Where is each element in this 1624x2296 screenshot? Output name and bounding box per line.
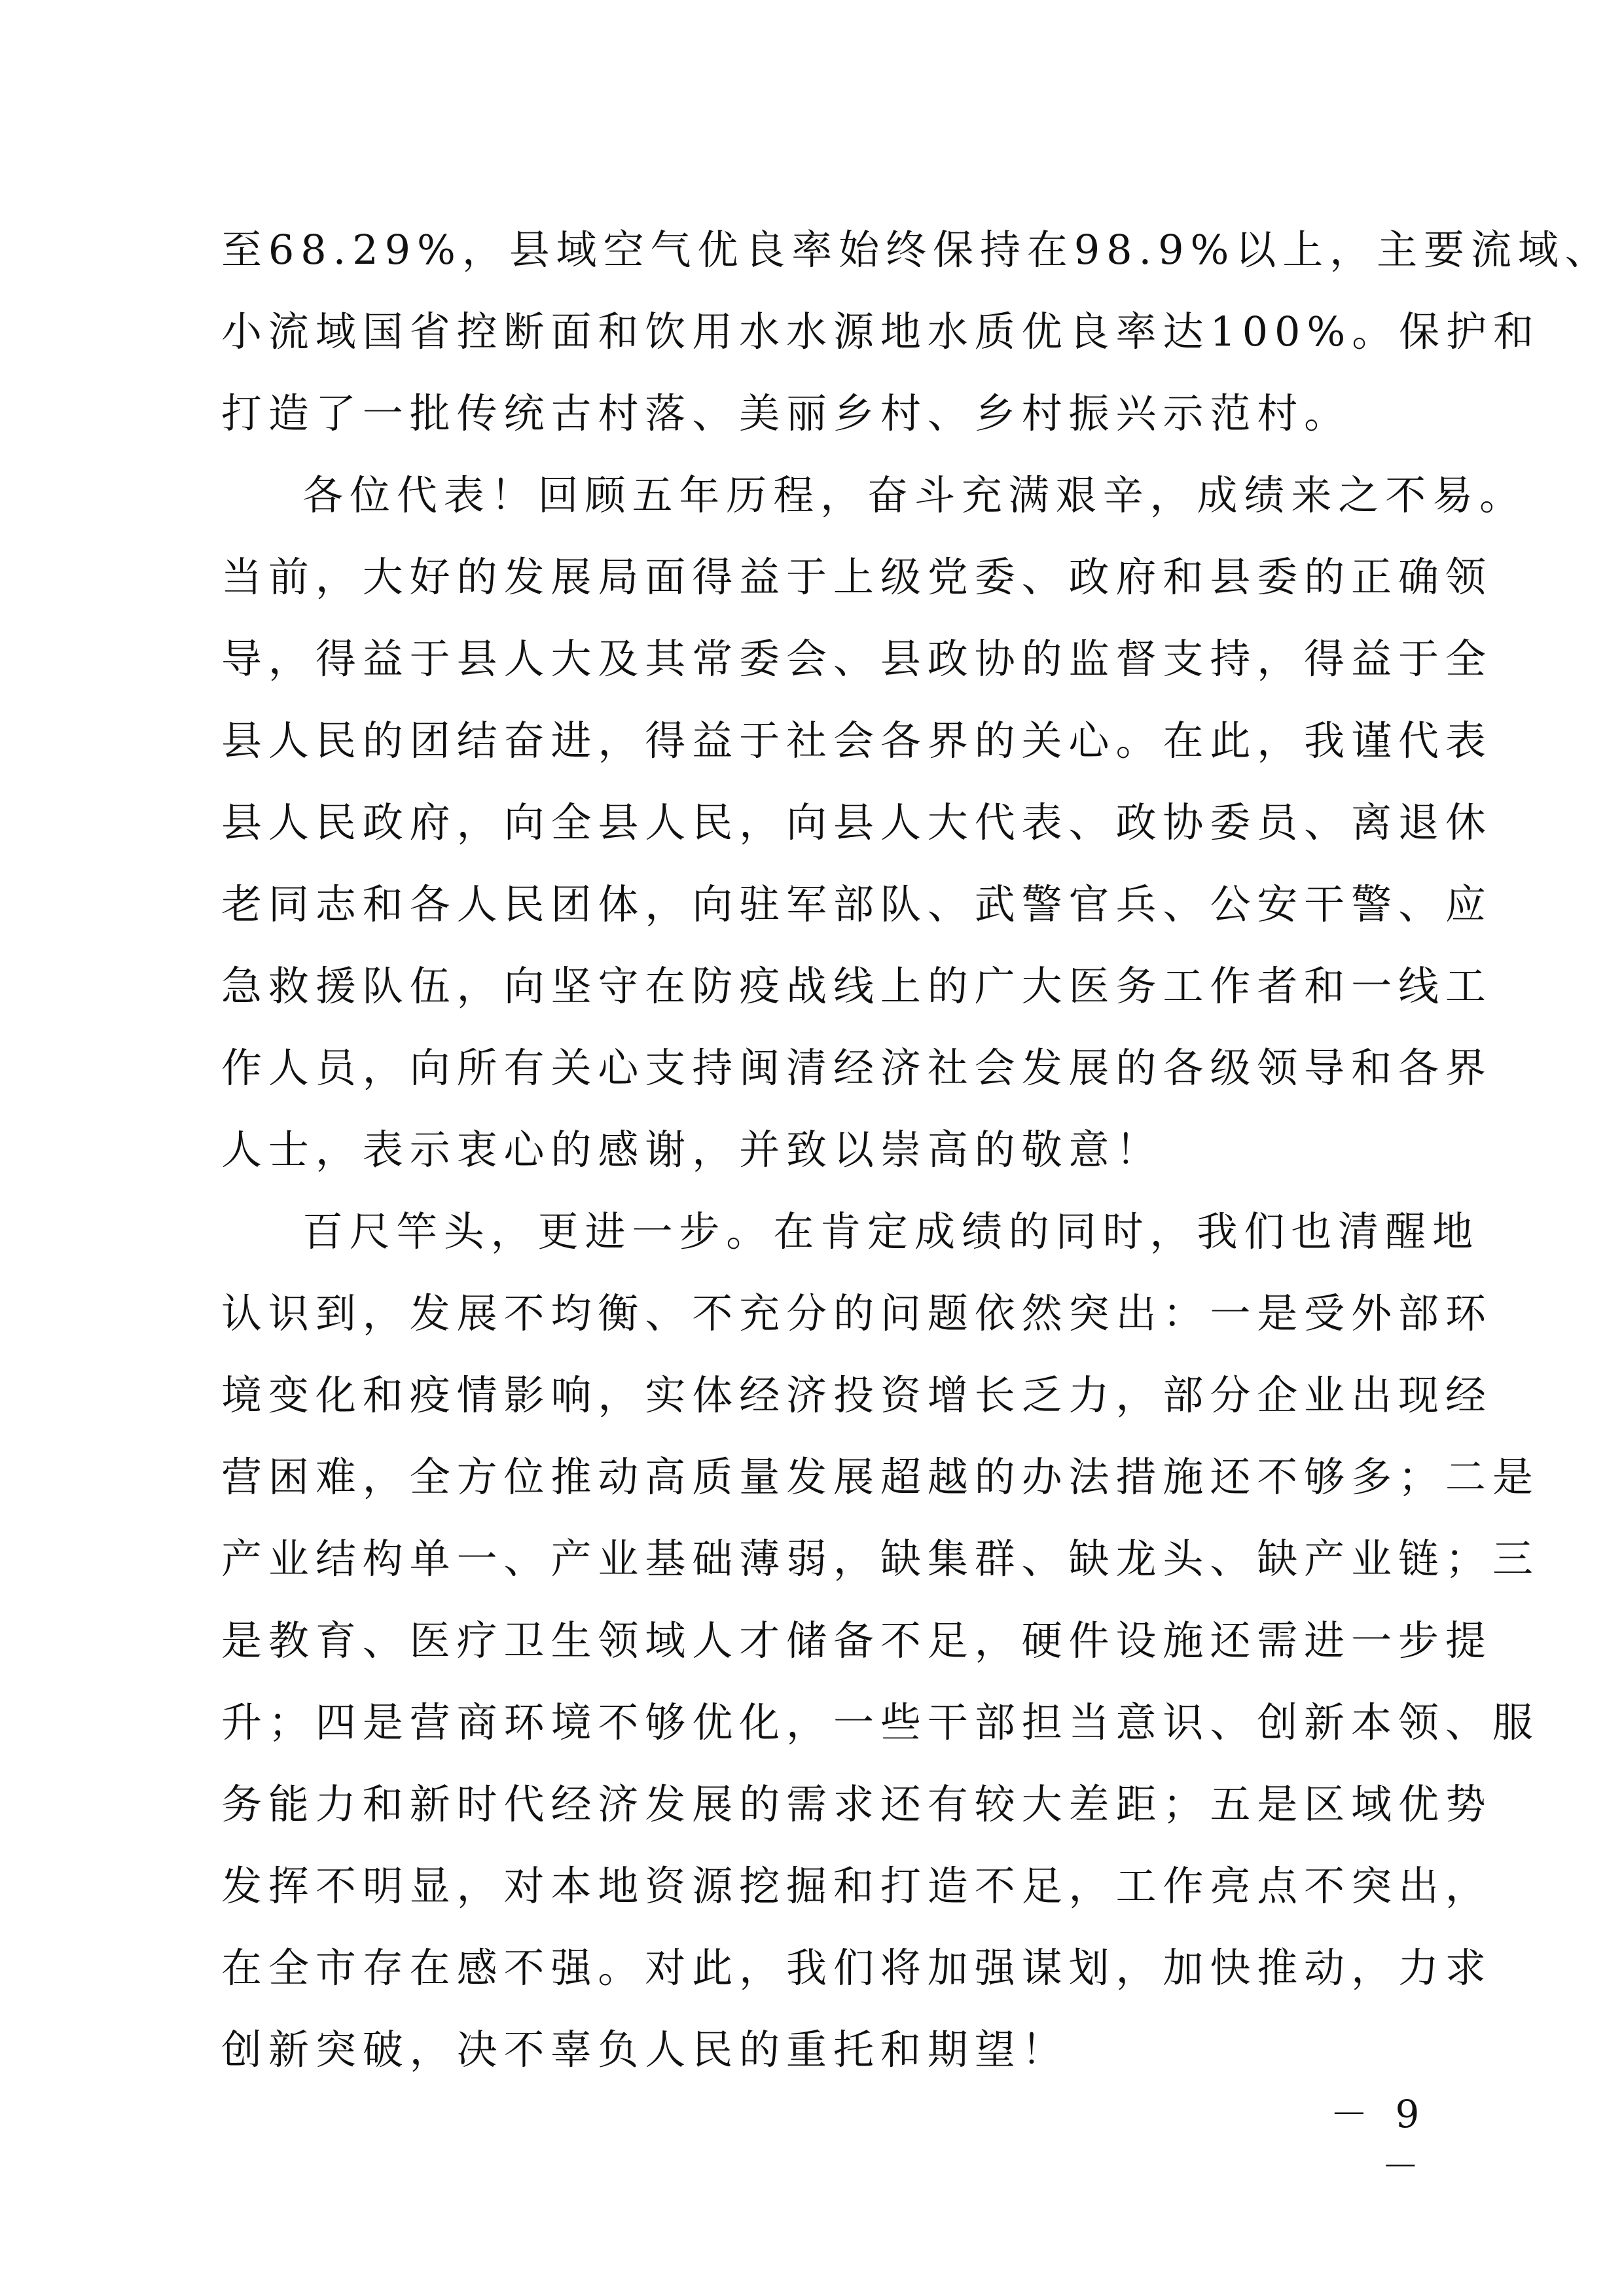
- text-line: 认识到，发展不均衡、不充分的问题依然突出：一是受外部环: [221, 1289, 1492, 1337]
- text-line: 县人民政府，向全县人民，向县人大代表、政协委员、离退休: [221, 798, 1492, 846]
- paragraph-first-line: 百尺竿头，更进一步。在肯定成绩的同时，我们也清醒地: [302, 1208, 1480, 1255]
- text-line: 人士，表示衷心的感谢，并致以崇高的敬意！: [221, 1126, 1163, 1174]
- text-line: 县人民的团结奋进，得益于社会各界的关心。在此，我谨代表: [221, 717, 1492, 764]
- text-line: 打造了一批传统古村落、美丽乡村、乡村振兴示范村。: [221, 389, 1352, 437]
- text-line: 发挥不明显，对本地资源挖掘和打造不足，工作亮点不突出，: [221, 1862, 1492, 1910]
- text-line: 境变化和疫情影响，实体经济投资增长乏力，部分企业出现经: [221, 1371, 1492, 1419]
- text-line: 营困难，全方位推动高质量发展超越的办法措施还不够多；二是: [221, 1453, 1540, 1501]
- text-line: 作人员，向所有关心支持闽清经济社会发展的各级领导和各界: [221, 1044, 1492, 1092]
- paragraph-first-line: 各位代表！回顾五年历程，奋斗充满艰辛，成绩来之不易。: [302, 471, 1526, 519]
- text-line: 升；四是营商环境不够优化，一些干部担当意识、创新本领、服: [221, 1698, 1540, 1746]
- text-line: 创新突破，决不辜负人民的重托和期望！: [221, 2026, 1069, 2073]
- text-line: 当前，大好的发展局面得益于上级党委、政府和县委的正确领: [221, 553, 1492, 601]
- page-number: － 9 －: [1329, 2092, 1427, 2189]
- text-line: 至68.29%，县域空气优良率始终保持在98.9%以上，主要流域、: [221, 226, 1612, 274]
- text-line: 小流域国省控断面和饮用水水源地水质优良率达100%。保护和: [221, 308, 1540, 355]
- text-line: 老同志和各人民团体，向驻军部队、武警官兵、公安干警、应: [221, 880, 1492, 928]
- text-line: 务能力和新时代经济发展的需求还有较大差距；五是区域优势: [221, 1780, 1492, 1828]
- text-line: 急救援队伍，向坚守在防疫战线上的广大医务工作者和一线工: [221, 962, 1492, 1010]
- text-line: 是教育、医疗卫生领域人才储备不足，硬件设施还需进一步提: [221, 1617, 1492, 1664]
- text-line: 导，得益于县人大及其常委会、县政协的监督支持，得益于全: [221, 635, 1492, 683]
- text-line: 在全市存在感不强。对此，我们将加强谋划，加快推动，力求: [221, 1944, 1492, 1992]
- text-line: 产业结构单一、产业基础薄弱，缺集群、缺龙头、缺产业链；三: [221, 1535, 1540, 1583]
